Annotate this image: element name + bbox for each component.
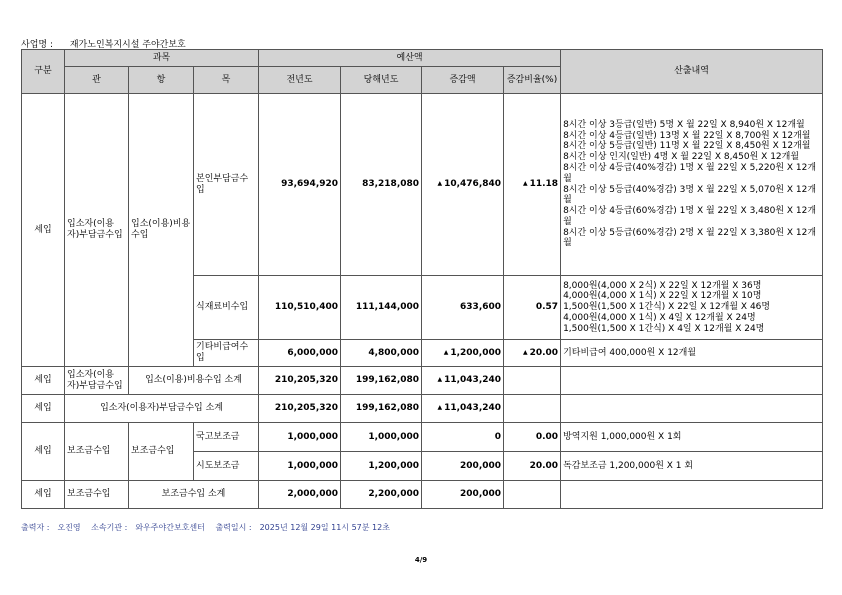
header-mok: 목 [194,67,259,94]
curr-cell: 2,200,000 [341,481,422,509]
rate-cell: 0.00 [504,423,561,452]
mok-cell: 시도보조금 [194,452,259,481]
mok-cell: 본인부담금수입 [194,94,259,276]
calc-line: 8시간 이상 3등급(일반) 5명 X 월 22일 X 8,940원 X 12개월 [563,119,805,130]
header-hang: 항 [129,67,194,94]
calc-cell [561,481,823,509]
rate-cell: 0.57 [504,276,561,340]
decrease-marker: ▲ [437,180,443,188]
curr-cell: 4,800,000 [341,340,422,367]
diff-cell: ▲ 11,043,240 [422,367,504,395]
calc-line: 8시간 이상 5등급(40%경감) 3명 X 월 22일 X 5,070원 X 12개월 [563,184,817,206]
gubun-cell: 세입 [22,481,65,509]
hang-cell: 입소(이용)비용수입 [129,94,194,367]
rate-cell [504,481,561,509]
calc-line: 8시간 이상 4등급(40%경감) 1명 X 월 22일 X 5,220원 X 12개월 [563,162,817,184]
gwan-cell: 입소자(이용자)부담금수입 [65,367,129,395]
header-curr: 당해년도 [341,67,422,94]
table-row [22,423,823,452]
mok-cell: 식재료비수입 [194,276,259,340]
print-time: 2025년 12월 29일 11시 57분 12초 [259,523,390,532]
curr-cell: 111,144,000 [341,276,422,340]
gwan-cell: 보조금수입 [65,423,129,481]
header-gubun: 구분 [22,50,65,94]
calc-line: 1,500원(1,500 X 1간식) X 4일 X 12개월 X 24명 [563,323,765,334]
calc-line: 8시간 이상 5등급(일반) 11명 X 월 22일 X 8,450원 X 12개월 [563,141,811,152]
calc-line: 4,000원(4,000 X 1식) X 22일 X 12개월 X 10명 [563,291,762,302]
diff-cell: ▲ 11,043,240 [422,395,504,423]
subtotal-row [22,367,823,395]
header-prev: 전년도 [259,67,341,94]
rate-cell [504,367,561,395]
calc-cell [561,367,823,395]
calc-cell [561,395,823,423]
header-diff: 증감액 [422,67,504,94]
rate-cell [504,395,561,423]
calc-line: 8시간 이상 인지(일반) 4명 X 월 22일 X 8,450원 X 12개월 [563,152,800,163]
decrease-marker: ▲ [437,404,443,412]
curr-cell: 1,200,000 [341,452,422,481]
calc-cell: 독감보조금 1,200,000원 X 1 회 [561,452,823,481]
printer-label: 출력자 : [21,523,50,532]
calc-line: 8,000원(4,000 X 2식) X 22일 X 12개월 X 36명 [563,280,762,291]
curr-cell: 1,000,000 [341,423,422,452]
header-calc: 산출내역 [561,50,823,94]
prev-cell: 1,000,000 [259,452,341,481]
print-time-label: 출력일시 : [215,523,252,532]
calc-cell [561,94,823,276]
prev-cell: 6,000,000 [259,340,341,367]
calc-line: 기타비급여 400,000원 X 12개월 [563,347,697,358]
budget-table [21,49,823,509]
curr-cell: 199,162,080 [341,395,422,423]
decrease-marker: ▲ [437,376,443,384]
calc-line: 1,500원(1,500 X 1간식) X 22일 X 12개월 X 46명 [563,302,771,313]
diff-cell: 633,600 [422,276,504,340]
curr-cell: 199,162,080 [341,367,422,395]
org-name: 와우주야간보호센터 [135,523,205,532]
calc-cell [561,276,823,340]
prev-cell: 93,694,920 [259,94,341,276]
subtotal-row [22,481,823,509]
mok-cell: 기타비급여수입 [194,340,259,367]
prev-cell: 210,205,320 [259,367,341,395]
gwan-cell: 입소자(이용자)부담금수입 [65,94,129,367]
hang-cell: 보조금수입 [129,423,194,481]
prev-cell: 210,205,320 [259,395,341,423]
rate-cell: 20.00 [504,452,561,481]
gubun-cell: 세입 [22,367,65,395]
subtotal-label: 입소자(이용자)부담금수입 소계 [65,395,259,423]
diff-cell: ▲ 1,200,000 [422,340,504,367]
calc-line: 4,000원(4,000 X 1식) X 4일 X 12개월 X 24명 [563,312,756,323]
table-row [22,94,823,276]
diff-cell: ▲ 10,476,840 [422,94,504,276]
header-gwan: 관 [65,67,129,94]
mok-cell: 국고보조금 [194,423,259,452]
prev-cell: 110,510,400 [259,276,341,340]
prev-cell: 1,000,000 [259,423,341,452]
subtotal-row [22,395,823,423]
decrease-marker: ▲ [522,348,528,356]
gwan-cell: 보조금수입 [65,481,129,509]
header-budget: 예산액 [259,50,561,67]
prev-cell: 2,000,000 [259,481,341,509]
diff-cell: 200,000 [422,452,504,481]
calc-line: 8시간 이상 4등급(일반) 13명 X 월 22일 X 8,700원 X 12개월 [563,130,811,141]
calc-cell [561,340,823,367]
decrease-marker: ▲ [522,180,528,188]
rate-cell: ▲ 20.00 [504,340,561,367]
diff-cell: 0 [422,423,504,452]
header-gwamok: 과목 [65,50,259,67]
calc-line: 8시간 이상 5등급(60%경감) 2명 X 월 22일 X 3,380원 X 12개월 [563,227,817,249]
rate-cell: ▲ 11.18 [504,94,561,276]
curr-cell: 83,218,080 [341,94,422,276]
print-footer [21,522,398,533]
gubun-cell: 세입 [22,423,65,481]
gubun-cell: 세입 [22,94,65,367]
printer-name: 오진영 [57,523,81,532]
diff-cell: 200,000 [422,481,504,509]
subtotal-label: 입소(이용)비용수입 소계 [129,367,259,395]
business-name-value: 재가노인복지시설 주야간보호 [69,40,186,50]
header-rate: 증감비율(%) [504,67,561,94]
gubun-cell: 세입 [22,395,65,423]
page-number: 4/9 [414,556,428,564]
calc-cell: 방역지원 1,000,000원 X 1회 [561,423,823,452]
subtotal-label: 보조금수입 소계 [129,481,259,509]
calc-line: 8시간 이상 4등급(60%경감) 1명 X 월 22일 X 3,480원 X 12개월 [563,206,817,227]
decrease-marker: ▲ [443,348,449,356]
business-name-label: 사업명 : [21,40,53,50]
org-label: 소속기관 : [91,523,128,532]
